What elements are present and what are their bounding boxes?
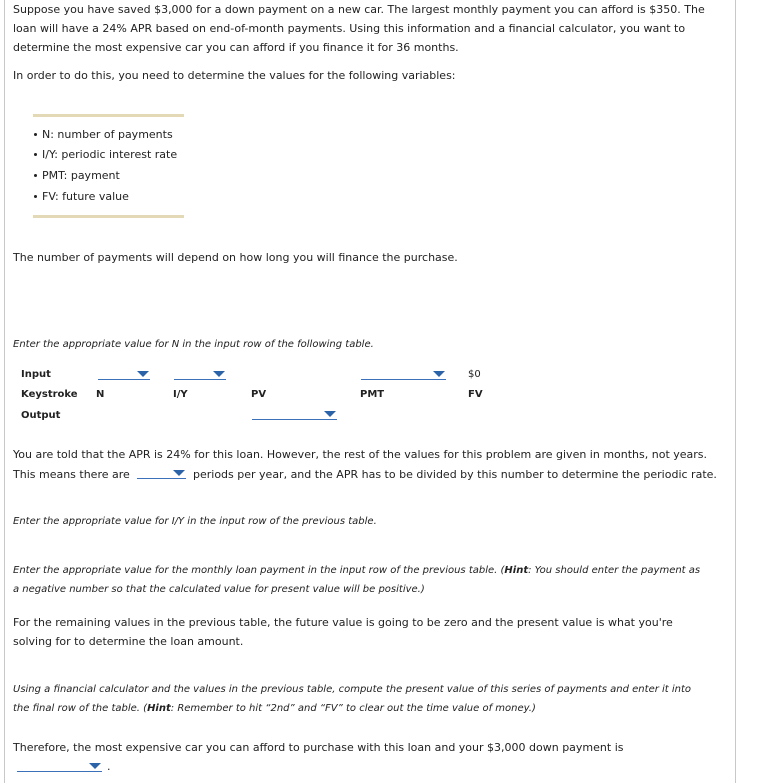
apr-line-1: You are told that the APR is 24% for this loan. However, the rest of the values for this problem are given in months, not years. <box>13 448 708 461</box>
n-input-dropdown[interactable] <box>98 369 150 380</box>
instruction-iy: Enter the appropriate value for I/Y in the input row of the previous table. <box>13 516 377 527</box>
variables-intro: In order to do this, you need to determine the values for the following variables: <box>13 69 456 82</box>
max-car-price-dropdown[interactable] <box>17 761 102 772</box>
keystroke-pv: PV <box>251 389 267 400</box>
payments-note: The number of payments will depend on how long you will finance the purchase. <box>13 251 458 264</box>
fv-input-value: $0 <box>468 369 481 380</box>
chevron-down-icon <box>213 371 225 377</box>
bullet-icon <box>34 133 37 136</box>
conclusion-period: . <box>107 760 111 773</box>
list-item: I/Y: periodic interest rate <box>33 148 177 161</box>
chevron-down-icon <box>137 371 149 377</box>
instruction-pv-line-2: the final row of the table. (Hint: Remember to hit “2nd” and “FV” to clear out the time value of money.) <box>13 703 536 714</box>
intro-line-3: determine the most expensive car you can afford if you finance it for 36 months. <box>13 41 459 54</box>
chevron-down-icon <box>173 470 185 476</box>
chevron-down-icon <box>324 411 336 417</box>
instruction-pv <box>13 680 691 718</box>
remaining-paragraph <box>13 613 673 651</box>
instruction-pv-line-1: Using a financial calculator and the values in the previous table, compute the present value of this series of payments and enter it into <box>13 684 692 695</box>
chevron-down-icon <box>433 371 445 377</box>
keystroke-n: N <box>96 389 105 400</box>
instruction-pmt <box>13 561 700 599</box>
intro-paragraph <box>13 0 705 57</box>
remaining-line-1: For the remaining values in the previous table, the future value is going to be zero and the present value is what you're <box>13 616 673 629</box>
keystroke-pmt: PMT <box>360 389 385 400</box>
pv-output-dropdown[interactable] <box>252 409 337 420</box>
list-item: PMT: payment <box>33 169 120 182</box>
keystroke-iy: I/Y <box>173 389 188 400</box>
periods-per-year-dropdown[interactable] <box>137 468 186 479</box>
intro-line-2: loan will have a 24% APR based on end-of-month payments. Using this information and a financial calculator, you want to <box>13 22 686 35</box>
bullet-icon <box>34 153 37 156</box>
keystroke-fv: FV <box>468 389 483 400</box>
pmt-input-dropdown[interactable] <box>361 369 446 380</box>
variables-box <box>33 114 184 218</box>
bullet-icon <box>34 174 37 177</box>
apr-line-2: This means there are <box>13 468 130 481</box>
chevron-down-icon <box>89 763 101 769</box>
row-label-output: Output <box>21 410 61 421</box>
conclusion-text: Therefore, the most expensive car you can afford to purchase with this loan and your $3,000 down payment is <box>13 741 624 754</box>
remaining-line-2: solving for to determine the loan amount. <box>13 635 244 648</box>
list-item: N: number of payments <box>33 128 173 141</box>
instruction-pmt-line-2: a negative number so that the calculated value for present value will be positive.) <box>13 584 425 595</box>
instruction-n: Enter the appropriate value for N in the input row of the following table. <box>13 339 374 350</box>
row-label-keystroke: Keystroke <box>21 389 78 400</box>
apr-line-2-rest: periods per year, and the APR has to be divided by this number to determine the periodic rate. <box>193 468 717 481</box>
bullet-icon <box>34 195 37 198</box>
list-item: FV: future value <box>33 190 129 203</box>
row-label-input: Input <box>21 369 51 380</box>
intro-line-1: Suppose you have saved $3,000 for a down payment on a new car. The largest monthly payment you can afford is $350. The <box>13 3 705 16</box>
instruction-pmt-line-1: Enter the appropriate value for the monthly loan payment in the input row of the previous table. (Hint: You should enter the payment as <box>13 565 701 576</box>
iy-input-dropdown[interactable] <box>174 369 226 380</box>
